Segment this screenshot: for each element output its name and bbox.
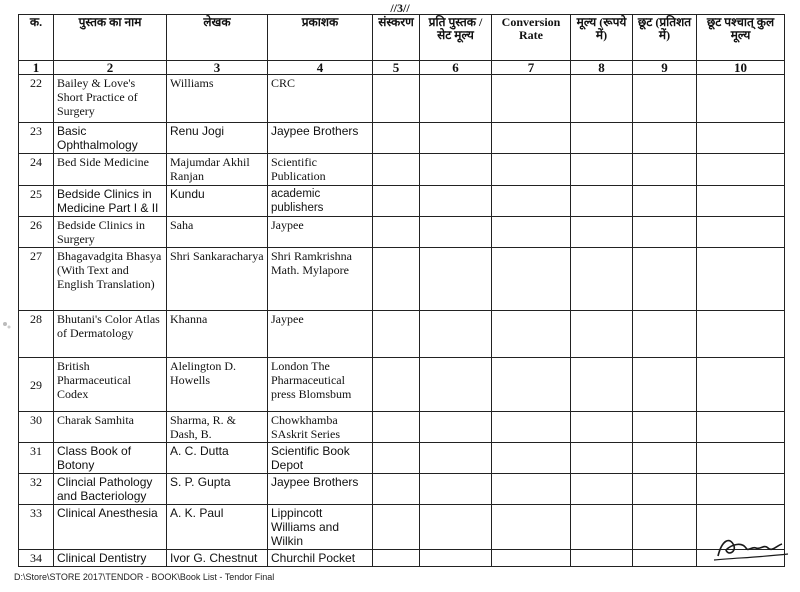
row-title: Clinical Dentistry (54, 550, 167, 567)
row-publisher: London The Pharmaceutical press Blomsbum (268, 358, 373, 412)
header-edition: संस्करण (373, 15, 420, 61)
table-row (19, 154, 785, 186)
row-sn: 23 (19, 123, 54, 154)
row-sn: 30 (19, 412, 54, 443)
row-title: Class Book of Botony (54, 443, 167, 474)
header-author: लेखक (167, 15, 268, 61)
row-author: Sharma, R. & Dash, B. (167, 412, 268, 443)
row-title: Bailey & Love's Short Practice of Surgery (54, 75, 167, 123)
row-sn: 28 (19, 311, 54, 358)
table-row (19, 248, 785, 311)
row-publisher: Lippincott Williams and Wilkin (268, 505, 373, 550)
scan-smudge-mark (0, 318, 14, 332)
row-author: Shri Sankaracharya (167, 248, 268, 311)
table-row (19, 550, 785, 567)
handwritten-signature (712, 526, 792, 566)
row-author: Renu Jogi (167, 123, 268, 154)
row-title: British Pharmaceutical Codex (54, 358, 167, 412)
header-price-rs: मूल्य (रूपये में) (571, 15, 633, 61)
row-title: Clinical Anesthesia (54, 505, 167, 550)
row-title: Basic Ophthalmology (54, 123, 167, 154)
row-title: Bedside Clinics in Medicine Part I & II (54, 186, 167, 217)
table-row (19, 474, 785, 505)
table-row (19, 358, 785, 412)
book-list-table (18, 14, 785, 567)
row-sn: 34 (19, 550, 54, 567)
column-number: 10 (697, 61, 785, 75)
row-publisher: Chowkhamba SAskrit Series (268, 412, 373, 443)
table-row (19, 311, 785, 358)
row-title: Clincial Pathology and Bacteriology (54, 474, 167, 505)
column-number-row (19, 61, 785, 75)
column-number: 3 (167, 61, 268, 75)
row-publisher: Scientific Publication (268, 154, 373, 186)
row-sn: 22 (19, 75, 54, 123)
row-author: Alelington D. Howells (167, 358, 268, 412)
row-sn: 26 (19, 217, 54, 248)
row-title: Bhutani's Color Atlas of Dermatology (54, 311, 167, 358)
row-sn: 27 (19, 248, 54, 311)
row-author: S. P. Gupta (167, 474, 268, 505)
header-conversion-rate: Conversion Rate (492, 15, 571, 61)
table-row (19, 217, 785, 248)
row-sn: 29 (19, 358, 54, 412)
header-price-per-book: प्रति पुस्तक / सेट मूल्य (420, 15, 492, 61)
row-title: Charak Samhita (54, 412, 167, 443)
row-sn: 33 (19, 505, 54, 550)
row-sn: 25 (19, 186, 54, 217)
table-row (19, 186, 785, 217)
row-author: Kundu (167, 186, 268, 217)
table-row (19, 123, 785, 154)
row-sn: 32 (19, 474, 54, 505)
column-number: 9 (633, 61, 697, 75)
page-number: //3// (390, 1, 410, 15)
column-number: 5 (373, 61, 420, 75)
row-publisher: academic publishers (268, 186, 373, 217)
row-author: A. C. Dutta (167, 443, 268, 474)
row-title: Bedside Clinics in Surgery (54, 217, 167, 248)
table-row (19, 412, 785, 443)
row-author: Saha (167, 217, 268, 248)
column-number: 8 (571, 61, 633, 75)
row-publisher: Jaypee (268, 311, 373, 358)
row-title: Bed Side Medicine (54, 154, 167, 186)
row-publisher: Churchil Pocket (268, 550, 373, 567)
row-publisher: Shri Ramkrishna Math. Mylapore (268, 248, 373, 311)
row-publisher: Jaypee Brothers (268, 123, 373, 154)
row-sn: 31 (19, 443, 54, 474)
row-author: Khanna (167, 311, 268, 358)
table-row (19, 75, 785, 123)
column-number: 4 (268, 61, 373, 75)
footer-file-path: D:\Store\STORE 2017\TENDOR - BOOK\Book List - Tendor Final (14, 572, 275, 582)
row-title: Bhagavadgita Bhasya (With Text and English Translation) (54, 248, 167, 311)
row-publisher: Jaypee Brothers (268, 474, 373, 505)
column-number: 2 (54, 61, 167, 75)
column-number: 6 (420, 61, 492, 75)
row-author: Williams (167, 75, 268, 123)
header-publisher: प्रकाशक (268, 15, 373, 61)
column-number: 1 (19, 61, 54, 75)
row-sn: 24 (19, 154, 54, 186)
column-number: 7 (492, 61, 571, 75)
row-author: A. K. Paul (167, 505, 268, 550)
row-author: Majumdar Akhil Ranjan (167, 154, 268, 186)
header-book-name: पुस्तक का नाम (54, 15, 167, 61)
table-row (19, 443, 785, 474)
header-sn: क. (19, 15, 54, 61)
header-net-total: छूट पश्चात् कुल मूल्य (697, 15, 785, 61)
row-author: Ivor G. Chestnut (167, 550, 268, 567)
header-discount-pct: छूट (प्रतिशत में) (633, 15, 697, 61)
header-row (19, 15, 785, 61)
row-publisher: Jaypee (268, 217, 373, 248)
row-publisher: Scientific Book Depot (268, 443, 373, 474)
row-publisher: CRC (268, 75, 373, 123)
table-row (19, 505, 785, 550)
